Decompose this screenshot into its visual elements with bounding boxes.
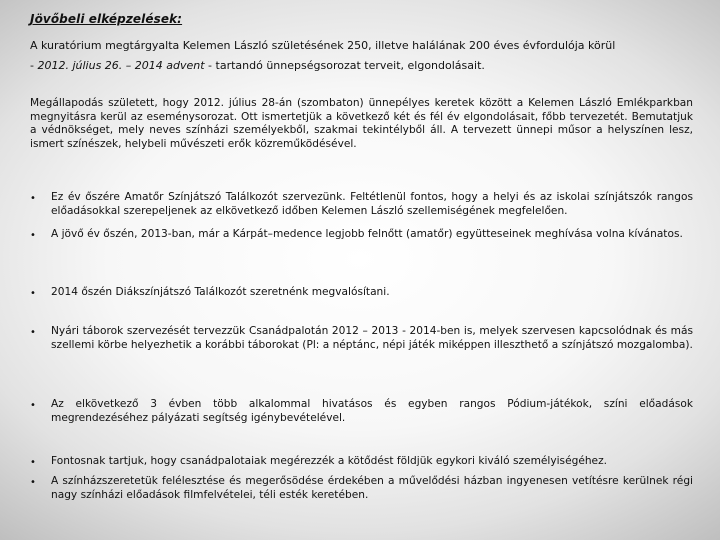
intro-line-2-suffix: - tartandó ünnepségsorozat terveit, elgondolásait. xyxy=(204,59,485,72)
bullet-icon: • xyxy=(30,400,36,411)
list-item: A jövő év őszén, 2013-ban, már a Kárpát–medence legjobb felnőtt (amatőr) együtteseinek meghívása volna kívánatos. xyxy=(51,228,683,240)
agreement-paragraph: Megállapodás született, hogy 2012. július 28-án (szombaton) ünnepélyes keretek között a Kelemen László Emlékparkban megnyitásra kerül az eseménysorozat. Ott ismertetjük a következő két és fél év elgondolásait, főbb tervezetét. Bemutatjuk a védnökséget, mely neves színházi személyekből, szakmai tekintélyből áll. A tervezett ünnepi műsor a helyszínen lesz, ismert színészek, helybeli művészeti erők közreműködésével. xyxy=(30,97,693,151)
intro-line-2 xyxy=(30,59,485,72)
list-item: A színházszeretetük felélesztése és megerősödése érdekében a művelődési házban ingyenesen vetítésre kerülnek régi nagy színházi előadások filmfelvételei, téli esték keretében. xyxy=(51,475,693,501)
list-item: Az elkövetkező 3 évben több alkalommal hivatásos és egyben rangos Pódium-játékok, színi előadások megrendezéséhez pályázati segítség igénybevételével. xyxy=(51,398,693,424)
bullet-icon: • xyxy=(30,230,36,241)
list-item: Nyári táborok szervezését tervezzük Csanádpalotán 2012 – 2013 - 2014-ben is, melyek szervesen kapcsolódnak és más szellemi körbe helyezhetik a korábbi táborokat (Pl: a néptánc, népi játék miképpen illeszthető a színjátszó mozgalomba). xyxy=(51,325,693,351)
list-item: 2014 őszén Diákszínjátszó Találkozót szeretnénk megvalósítani. xyxy=(51,286,390,298)
intro-date-range: 2012. július 26. – 2014 advent xyxy=(37,59,205,72)
bullet-icon: • xyxy=(30,193,36,204)
bullet-icon: • xyxy=(30,477,36,488)
page-title: Jövőbeli elképzelések: xyxy=(30,12,183,26)
list-item: Ez év őszére Amatőr Színjátszó Találkozót szervezünk. Feltétlenül fontos, hogy a helyi és az iskolai színjátszók rangos előadásokkal szerepeljenek az elkövetkező időben Kelemen László szellemiségének megfelelően. xyxy=(51,191,693,217)
bullet-icon: • xyxy=(30,288,36,299)
bullet-icon: • xyxy=(30,327,36,338)
intro-line-1: A kuratórium megtárgyalta Kelemen László születésének 250, illetve halálának 200 éves évfordulója körül xyxy=(30,39,616,52)
list-item: Fontosnak tartjuk, hogy csanádpalotaiak megérezzék a kötődést földjük egykori kiváló személyiségéhez. xyxy=(51,455,607,467)
intro-line-2-prefix: - xyxy=(30,59,38,72)
bullet-icon: • xyxy=(30,457,36,468)
